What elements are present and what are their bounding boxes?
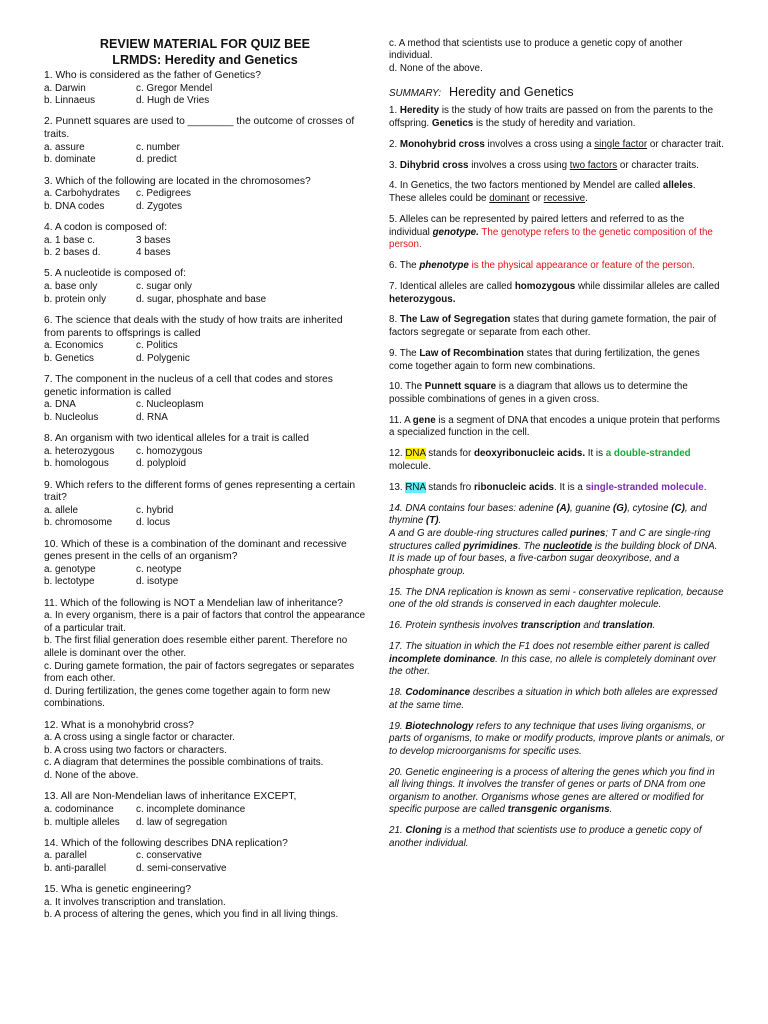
text: states that during fertilization, the genes come together again to form new combinations.	[389, 347, 700, 372]
text: 2.	[389, 138, 400, 150]
option-a: a. codominance	[44, 803, 114, 815]
option-b: b. Linnaeus	[44, 95, 96, 107]
question-9	[44, 480, 366, 530]
term: Punnett square	[424, 381, 497, 393]
option-b: b. The first filial generation does resemble either parent. Therefore no allele is dominant over the other.	[44, 635, 348, 660]
text: . In this case, no allele is completely dominant over the other.	[389, 653, 717, 678]
summary-item-15: 15. The DNA replication is known as semi - conservative replication, because one of the old strands is conserved in each daughter molecule.	[389, 586, 724, 611]
option-c: c. Nucleoplasm	[136, 399, 204, 411]
text: or character traits.	[617, 159, 699, 171]
term: (T)	[426, 515, 439, 527]
option-b: b. anti-parallel	[44, 863, 107, 874]
question-stem: 6. The science that deals with the study of how traits are inherited from parents to offsprings is called	[44, 314, 343, 339]
summary-item-10	[389, 381, 725, 406]
option-d: d. predict	[136, 154, 177, 166]
purple-text: single-stranded molecule	[585, 481, 704, 493]
text: , and thymine	[389, 502, 707, 527]
text: .	[438, 515, 442, 527]
term: Law of Recombination	[419, 347, 524, 359]
term: genotype.	[432, 226, 479, 238]
summary-item-18	[389, 687, 725, 712]
question-list	[44, 70, 366, 589]
option-c: c. sugar only	[136, 281, 192, 293]
term: Biotechnology	[405, 720, 474, 732]
term: (G)	[613, 502, 628, 514]
summary-item-21	[389, 825, 725, 850]
text: 18.	[389, 687, 406, 699]
term: ribonucleic acids	[473, 481, 555, 493]
text: 10. The	[389, 381, 425, 393]
option-a: a. DNA	[44, 399, 76, 411]
question-stem: 10. Which of these is a combination of the dominant and recessive genes present in the cells of an organism?	[44, 538, 347, 563]
text: is a diagram that allows us to determine the possible combinations of genes in a given cross.	[389, 381, 688, 405]
underlined-text: recessive	[543, 193, 586, 205]
text: 4. In Genetics, the two factors mentioned by Mendel are called	[389, 180, 663, 192]
option-c: c. A method that scientists use to produce a genetic copy of another individual.	[389, 38, 683, 62]
text: .	[652, 620, 656, 632]
option-c: c. incomplete dominance	[136, 803, 246, 815]
title-line-2: LRMDS: Heredity and Genetics	[112, 53, 298, 67]
text: stands fro	[425, 481, 474, 493]
text: is a method that scientists use to produce a genetic copy of another individual.	[389, 825, 702, 849]
option-a: a. parallel	[44, 850, 87, 862]
summary-item-5	[389, 214, 725, 252]
option-d: d. law of segregation	[136, 816, 228, 828]
term: deoxyribonucleic acids.	[473, 448, 586, 460]
red-text: The genotype refers to the genetic composition of the person.	[389, 226, 713, 251]
summary-item-8	[389, 314, 725, 339]
text: involves a cross using a	[484, 138, 595, 150]
underlined-text: single factor	[594, 138, 648, 150]
text: A and G are double-ring structures called	[389, 527, 570, 539]
text: . These alleles could be	[389, 180, 696, 205]
summary-item-16	[389, 620, 725, 633]
question-5	[44, 268, 366, 306]
text: describes a situation in which both alleles are expressed at the same time.	[389, 687, 718, 711]
text: is a segment of DNA that encodes a unique protein that performs a specialized function in the cell.	[389, 414, 720, 439]
option-c: 3 bases	[136, 234, 171, 246]
option-d: d. polyploid	[136, 458, 186, 470]
option-d: d. RNA	[136, 411, 168, 423]
option-c: c. Pedigrees	[136, 188, 191, 200]
text: .	[585, 193, 588, 205]
question-8	[44, 433, 366, 471]
text: 17. The situation in which the F1 does not resemble either parent is called	[389, 640, 710, 652]
option-a: a. A cross using a single factor or character.	[44, 732, 236, 744]
question-stem: 7. The component in the nucleus of a cell that codes and stores genetic information is called	[44, 374, 333, 398]
term: purines	[569, 527, 606, 539]
option-c: c. hybrid	[136, 504, 174, 516]
term: Heredity	[399, 105, 440, 117]
question-stem: 13. All are Non-Mendelian laws of inheritance EXCEPT,	[44, 791, 297, 803]
question-stem: 2. Punnett squares are used to ________ the outcome of crosses of traits.	[44, 116, 355, 141]
question-11	[44, 598, 366, 711]
summary-item-6	[389, 260, 725, 273]
summary-item-1	[389, 105, 725, 130]
question-stem: 14. Which of the following describes DNA replication?	[44, 837, 288, 849]
title-line-1: REVIEW MATERIAL FOR QUIZ BEE	[99, 37, 311, 51]
text: or	[529, 193, 544, 205]
option-a: a. Darwin	[44, 82, 86, 94]
option-a: a. allele	[44, 504, 79, 516]
right-column	[389, 38, 725, 859]
summary-item-2	[389, 139, 725, 152]
term: alleles	[662, 180, 693, 192]
text: while dissimilar alleles are called	[575, 280, 720, 292]
text: molecule.	[389, 460, 431, 472]
text: 20. Genetic engineering is a process of altering the genes which you find in all living things. It involves the transfer of genes or parts of DNA from one organism to another. Organisms whose genes are altered or modified for specific purpose are called	[389, 766, 715, 816]
question-stem: 8. An organism with two identical alleles for a trait is called	[44, 433, 309, 445]
option-d: d. During fertilization, the genes come together again to form new combinations.	[44, 685, 330, 710]
question-7	[44, 374, 366, 424]
term: phenotype	[419, 260, 469, 272]
option-d: d. None of the above.	[389, 62, 483, 74]
summary-item-17	[389, 641, 725, 679]
option-a: a. Economics	[44, 340, 104, 352]
text: or character trait.	[647, 138, 724, 150]
summary-item-19	[389, 721, 725, 759]
text: is the study of how traits are passed on from the parents to the offspring.	[389, 105, 714, 129]
text: is the building block of DNA. It is made up of four bases, a five-carbon sugar deoxyribose, and a phosphate group.	[389, 540, 718, 577]
term: gene	[412, 414, 436, 426]
highlighted-term: RNA	[405, 481, 426, 493]
text: 13.	[389, 481, 406, 493]
term: transgenic organisms	[507, 804, 610, 816]
text: 21.	[389, 825, 406, 837]
text: .	[609, 804, 613, 816]
left-column	[44, 36, 366, 931]
option-d: d. None of the above.	[44, 770, 139, 782]
term: (C)	[671, 502, 685, 514]
text: involves a cross using	[468, 159, 570, 171]
text: stands for	[425, 448, 474, 460]
question-stem: 12. What is a monohybrid cross?	[44, 719, 194, 731]
option-a: a. assure	[44, 141, 85, 153]
green-text: a double-stranded	[605, 448, 691, 460]
text: , cytosine	[627, 502, 672, 514]
option-a: a. heterozygous	[44, 445, 115, 457]
option-d: d. isotype	[136, 576, 179, 588]
option-b: b. Genetics	[44, 352, 94, 364]
summary-item-11	[389, 415, 725, 440]
term: homozygous	[514, 280, 576, 292]
option-c: c. During gamete formation, the pair of factors segregates or separates from each other.	[44, 660, 355, 685]
option-b: b. lectotype	[44, 576, 95, 588]
option-c: c. Gregor Mendel	[136, 82, 213, 94]
option-d: d. Hugh de Vries	[136, 95, 210, 107]
option-b: b. Nucleolus	[44, 411, 99, 423]
red-text: is the physical appearance or feature of the person.	[468, 260, 695, 272]
question-stem: 1. Who is considered as the father of Genetics?	[44, 70, 261, 81]
text: is the study of heredity and variation.	[473, 117, 636, 129]
option-b: b. chromosome	[44, 517, 113, 529]
term: Codominance	[405, 687, 471, 699]
summary-header	[389, 85, 725, 99]
question-1	[44, 70, 366, 108]
summary-item-20	[389, 767, 725, 817]
option-c: c. homozygous	[136, 445, 203, 457]
text: 14. DNA contains four bases: adenine	[389, 502, 557, 514]
text: ; T and C are single-ring structures called	[389, 527, 711, 552]
summary-title: Heredity and Genetics	[449, 85, 574, 100]
question-stem: 11. Which of the following is NOT a Mendelian law of inheritance?	[44, 597, 343, 609]
text: .	[703, 481, 707, 493]
term: heterozygous.	[389, 293, 456, 305]
question-14	[44, 838, 366, 876]
question-6	[44, 315, 366, 365]
underlined-text: two factors	[569, 159, 618, 171]
term: Genetics	[431, 117, 474, 129]
option-d: d. Zygotes	[136, 200, 183, 212]
underlined-text: dominant	[489, 193, 530, 205]
option-b: b. A process of altering the genes, which you find in all living things.	[44, 909, 339, 921]
option-c: c. neotype	[136, 563, 182, 575]
term: transcription	[520, 620, 581, 632]
text: 19.	[389, 720, 406, 732]
question-12	[44, 720, 366, 783]
text: 1.	[389, 105, 400, 117]
text: 9. The	[389, 347, 420, 359]
option-d: d. sugar, phosphate and base	[136, 293, 267, 305]
option-c: c. conservative	[136, 850, 202, 862]
summary-item-12	[389, 448, 725, 473]
text: states that during gamete formation, the pair of factors segregate or separate from each other.	[389, 314, 717, 339]
term: Dihybrid cross	[399, 159, 469, 171]
text: It is	[585, 448, 606, 460]
text: 16. Protein synthesis involves	[389, 620, 521, 632]
question-3	[44, 176, 366, 214]
question-stem: 5. A nucleotide is composed of:	[44, 268, 186, 280]
term: nucleotide	[543, 540, 593, 552]
text: , guanine	[569, 502, 614, 514]
question-2	[44, 116, 366, 166]
option-b: b. multiple alleles	[44, 816, 120, 828]
option-b: b. DNA codes	[44, 200, 105, 212]
option-a: a. 1 base c.	[44, 234, 96, 246]
option-b: b. dominate	[44, 154, 96, 166]
option-b: b. homologous	[44, 458, 109, 470]
summary-item-4	[389, 180, 725, 205]
option-b: b. protein only	[44, 293, 107, 305]
text: . The	[518, 540, 544, 552]
option-d: d. semi-conservative	[136, 863, 227, 874]
option-d: d. locus	[136, 517, 171, 529]
text: 5. Alleles can be represented by paired letters and referred to as the individual	[389, 213, 685, 238]
question-15-continued	[389, 38, 725, 75]
question-13	[44, 791, 366, 829]
term: Cloning	[405, 825, 442, 837]
question-4	[44, 222, 366, 260]
term: Monohybrid cross	[399, 138, 485, 150]
option-a: a. base only	[44, 281, 98, 293]
summary-item-13	[389, 482, 725, 495]
page-title	[44, 36, 366, 68]
question-stem: 3. Which of the following are located in the chromosomes?	[44, 175, 311, 187]
summary-label: SUMMARY:	[389, 88, 442, 100]
text: 3.	[389, 159, 400, 171]
option-a: a. Carbohydrates	[44, 188, 120, 200]
text: refers to any technique that uses living organisms, or parts of organisms, to make or modify products, improve plants or animals, or to develop microorganisms for specific uses.	[389, 720, 725, 757]
text: 6. The	[389, 260, 420, 272]
question-10	[44, 539, 366, 589]
text: 7. Identical alleles are called	[389, 280, 515, 292]
option-b: b. A cross using two factors or characters.	[44, 744, 227, 756]
option-a: a. genotype	[44, 563, 96, 575]
option-d: 4 bases	[136, 247, 171, 259]
option-c: c. number	[136, 141, 180, 153]
option-c: c. A diagram that determines the possible combinations of traits.	[44, 757, 324, 769]
summary-item-7	[389, 281, 725, 306]
term: (A)	[556, 502, 570, 514]
question-stem: 9. Which refers to the different forms of genes representing a certain trait?	[44, 479, 356, 504]
option-a: a. It involves transcription and translation.	[44, 896, 226, 908]
text: 11. A	[389, 414, 413, 426]
summary-item-3	[389, 160, 725, 173]
term: translation	[602, 620, 653, 632]
option-b: b. 2 bases d.	[44, 247, 101, 259]
term: incomplete dominance	[389, 653, 496, 665]
highlighted-term: DNA	[405, 448, 426, 460]
question-15	[44, 884, 366, 922]
text: . It is a	[554, 481, 586, 493]
option-a: a. In every organism, there is a pair of factors that control the appearance of a particular trait.	[44, 610, 366, 634]
summary-item-14	[389, 503, 725, 579]
question-stem: 15. Wha is genetic engineering?	[44, 884, 192, 896]
term: pyrimidines	[463, 540, 519, 552]
option-c: c. Politics	[136, 340, 178, 352]
text: and	[580, 620, 603, 632]
summary-item-9	[389, 348, 725, 373]
term: The Law of Segregation	[399, 314, 511, 326]
question-stem: 4. A codon is composed of:	[44, 222, 168, 233]
text: 8.	[389, 314, 400, 326]
option-d: d. Polygenic	[136, 352, 190, 364]
text: 12.	[389, 448, 406, 460]
